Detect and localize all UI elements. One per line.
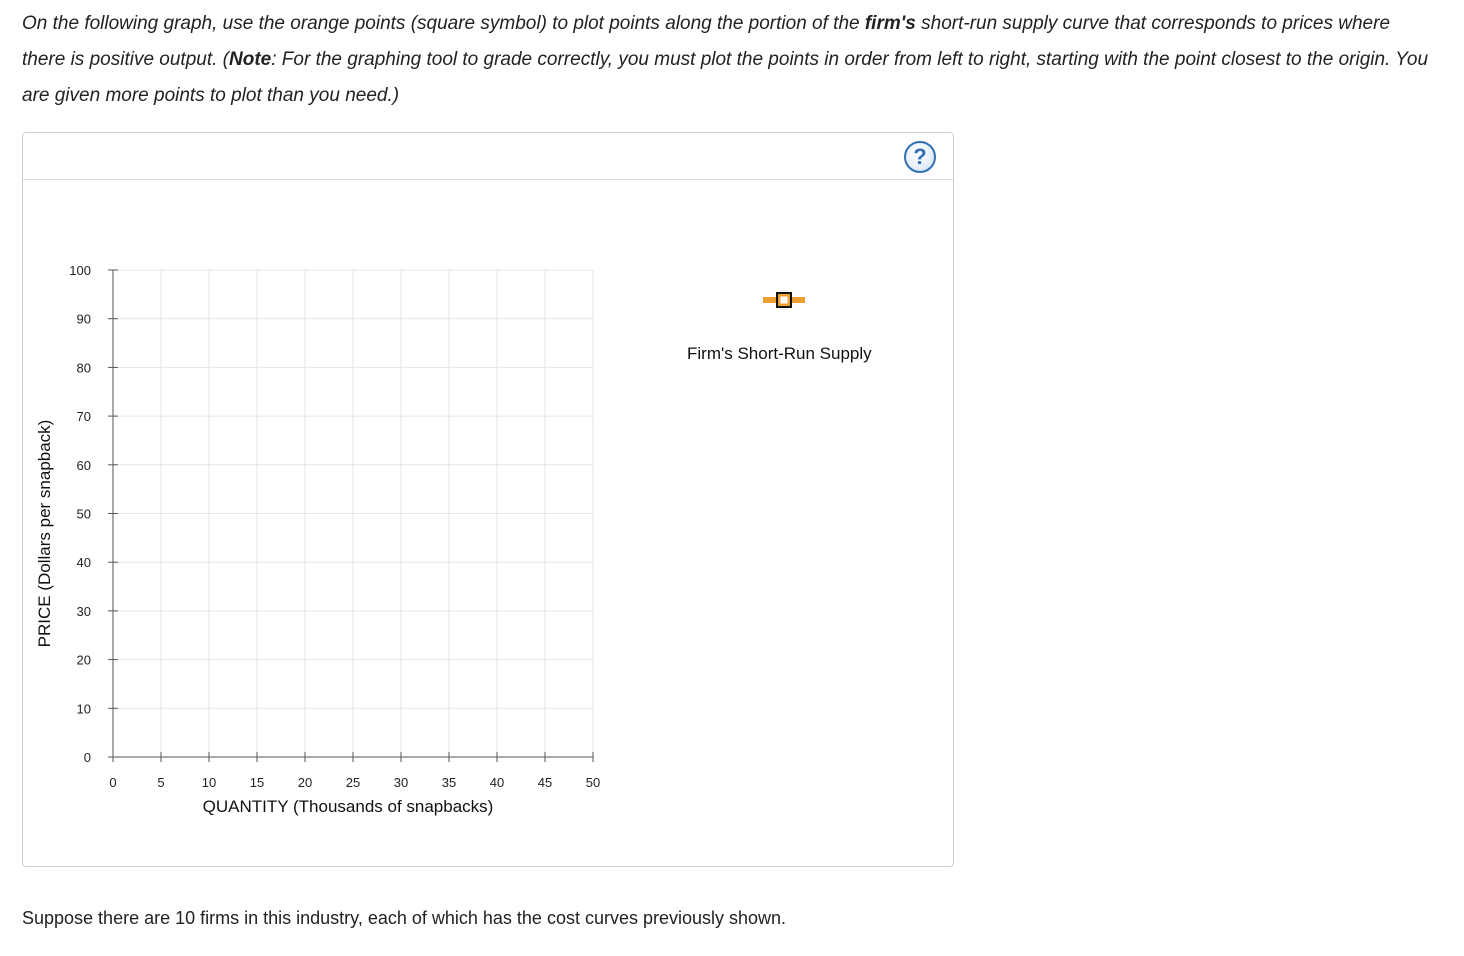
y-tick-label: 0 [83,750,91,765]
x-tick-label: 40 [489,775,505,790]
y-tick-label: 80 [76,360,91,376]
instructions-part1: On the following graph, use the orange points (square symbol) to plot points along the portion of the [22,13,865,34]
instructions-bold-firm: firm's [864,13,916,34]
legend-square-inner [781,297,788,304]
instructions-part2: short-run supply curve that corresponds to prices where there is positive output. ( [22,13,1391,70]
x-tick-label: 25 [345,775,361,790]
x-tick-label: 10 [201,775,217,790]
graph-panel [22,132,954,867]
x-tick-label: 45 [537,775,553,790]
graph-canvas[interactable] [23,133,953,866]
y-tick-label: 90 [76,311,91,327]
x-tick-label: 35 [441,775,457,790]
x-tick-label: 0 [109,775,117,790]
question-circle-icon: ? [913,144,927,169]
y-tick-label: 20 [76,652,91,668]
instructions-bold-note: Note [229,49,272,70]
instructions-part3: : For the graphing tool to grade correctly, you must plot the points in order from left to right, starting with the point closest to the origin. You are given more points to plot than you need.) [22,49,1429,106]
footer-text: Suppose there are 10 firms in this industry, each of which has the cost curves previously shown. [22,908,787,928]
y-tick-label: 40 [76,555,91,571]
x-tick-label: 5 [157,775,165,790]
square-point-icon[interactable] [763,291,805,309]
y-tick-label: 60 [76,457,91,473]
x-tick-label: 30 [393,775,409,790]
x-axis-label: QUANTITY (Thousands of snapbacks) [202,797,494,816]
x-tick-label: 15 [249,775,265,790]
instructions-text [22,6,1432,114]
y-tick-label: 50 [76,506,91,522]
y-tick-label: 30 [76,603,91,619]
y-tick-label: 100 [69,263,91,278]
y-tick-label: 10 [76,701,91,717]
legend-label: Firm's Short-Run Supply [687,344,872,363]
y-tick-label: 70 [76,409,91,425]
x-tick-label: 20 [297,775,313,790]
x-tick-label: 50 [585,775,601,790]
y-axis-label: PRICE (Dollars per snapback) [35,419,54,648]
